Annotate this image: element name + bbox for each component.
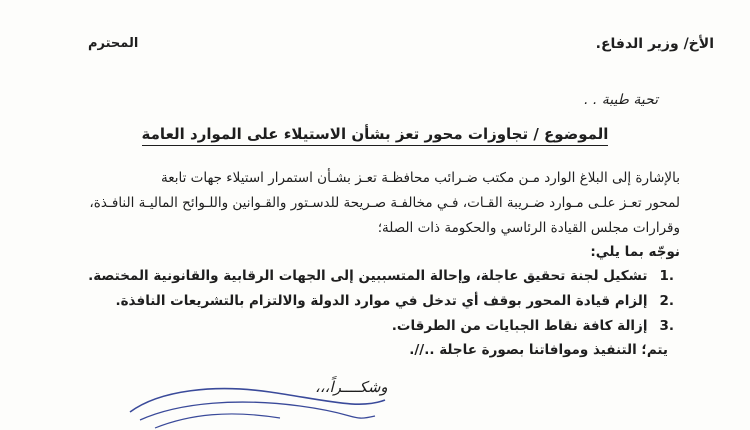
list-item-text: إزالة كافة نقاط الجبايات من الطرقات. xyxy=(391,318,648,334)
list-item xyxy=(88,268,674,284)
body-line-1: بالإشارة إلى البلاغ الوارد مـن مكتب ضـرائب محافظـة تعـز بشـأن استمرار استيلاء جهات تابعة xyxy=(160,170,680,186)
honorific: المحترم xyxy=(88,36,139,51)
body-line-2: لمحور تعـز علـى مـوارد ضـريبة القـات، فـي مخالفـة صـريحة للدسـتور والقـوانين واللـوائح الماليـة النافـذة، xyxy=(89,195,680,211)
list-item-text: تشكيل لجنة تحقيق عاجلة، وإحالة المتسببين إلى الجهات الرقابية والقانونية المختصة. xyxy=(88,268,648,284)
directive: نوجّه بما يلي: xyxy=(590,244,680,260)
list-item-number: .3 xyxy=(659,318,674,334)
body-line-3: وقرارات مجلس القيادة الرئاسي والحكومة ذات الصلة؛ xyxy=(377,220,680,236)
list-item-number: .1 xyxy=(659,268,674,284)
list-item-number: .2 xyxy=(659,293,674,309)
greeting: تحية طيبة . . xyxy=(583,92,658,108)
signature-scribble xyxy=(120,380,390,430)
closing-instruction: يتم؛ التنفيذ وموافاتنا بصورة عاجلة ..//. xyxy=(409,342,668,358)
thanks: وشكــــراً،،، xyxy=(315,378,388,396)
subject-text: الموضوع / تجاوزات محور تعز بشأن الاستيلاء على الموارد العامة xyxy=(142,125,609,146)
list-item xyxy=(392,318,674,334)
addressee: الأخ/ وزير الدفاع. xyxy=(595,36,714,52)
subject-line xyxy=(0,125,750,143)
list-item xyxy=(115,293,674,309)
list-item-text: إلزام قيادة المحور بوقف أي تدخل في موارد الدولة والالتزام بالتشريعات النافذة. xyxy=(115,293,648,309)
